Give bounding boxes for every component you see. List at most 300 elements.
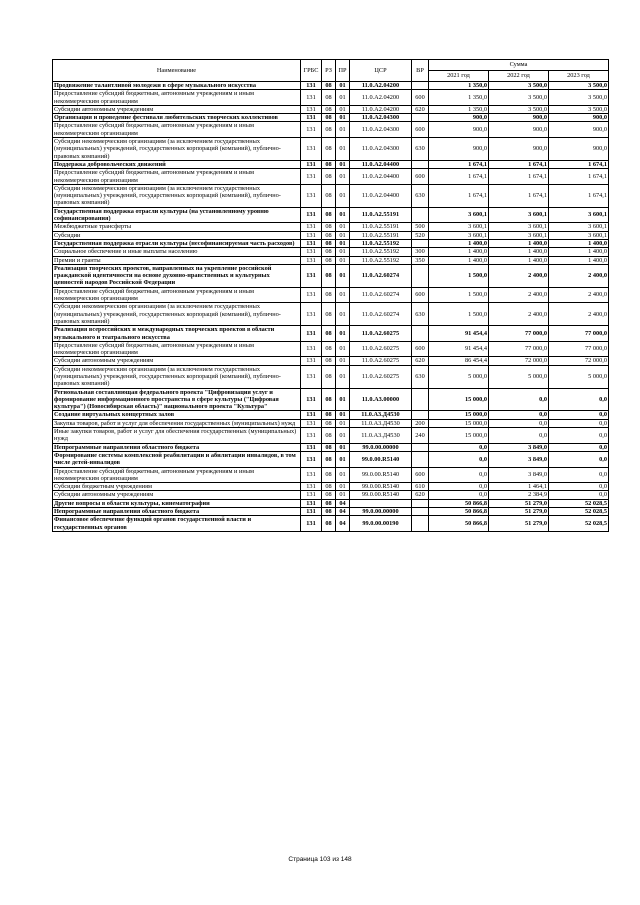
cell-grbs: 131 — [301, 287, 322, 303]
table-header — [53, 60, 609, 82]
cell-csr: 99.0.00.00000 — [350, 443, 412, 451]
cell-grbs: 131 — [301, 491, 322, 499]
cell-csr: 11.0.А2.60275 — [350, 357, 412, 365]
cell-2021: 900,0 — [429, 138, 489, 161]
cell-2021: 1 350,0 — [429, 105, 489, 113]
cell-csr: 99.0.00.00190 — [350, 516, 412, 532]
table-row — [53, 138, 609, 161]
cell-2022: 5 000,0 — [489, 365, 549, 388]
cell-2023: 2 400,0 — [549, 303, 609, 326]
table-row — [53, 184, 609, 207]
cell-2021: 15 000,0 — [429, 419, 489, 427]
cell-pr: 01 — [336, 114, 350, 122]
cell-rz: 08 — [322, 169, 336, 185]
cell-2023: 52 028,5 — [549, 516, 609, 532]
cell-2021: 1 350,0 — [429, 90, 489, 106]
cell-pr: 04 — [336, 499, 350, 507]
cell-grbs: 131 — [301, 326, 322, 342]
cell-name: Субсидии некоммерческим организациям (за исключением государственных (муниципальных) учреждений, государственных корпораций (компаний), публично-правовых компаний) — [53, 303, 301, 326]
table-row — [53, 90, 609, 106]
cell-2021: 91 454,4 — [429, 341, 489, 357]
cell-grbs: 131 — [301, 411, 322, 419]
cell-name: Региональная составляющая федерального проекта "Цифровизация услуг и формирование информационного пространства в сфере культуры ("Цифровая культура") (Новосибирская область)" национального проекта "Культура" — [53, 388, 301, 411]
table-body — [53, 82, 609, 532]
cell-pr: 01 — [336, 467, 350, 483]
cell-csr: 99.0.00.00000 — [350, 508, 412, 516]
cell-name: Предоставление субсидий бюджетным, автономным учреждениям и иным некоммерческим организациям — [53, 169, 301, 185]
cell-2021: 15 000,0 — [429, 411, 489, 419]
cell-2021: 0,0 — [429, 443, 489, 451]
cell-grbs: 131 — [301, 264, 322, 287]
cell-pr: 01 — [336, 341, 350, 357]
table-row — [53, 82, 609, 90]
cell-csr: 99.0.00.R5140 — [350, 451, 412, 467]
cell-grbs: 131 — [301, 114, 322, 122]
cell-rz: 08 — [322, 483, 336, 491]
cell-2022: 3 849,0 — [489, 451, 549, 467]
cell-csr: 11.0.А2.04200 — [350, 82, 412, 90]
cell-name: Предоставление субсидий бюджетным, автономным учреждениям и иным некоммерческим организациям — [53, 467, 301, 483]
cell-vr: 620 — [412, 105, 429, 113]
cell-2021: 1 400,0 — [429, 248, 489, 256]
cell-grbs: 131 — [301, 428, 322, 444]
cell-rz: 08 — [322, 341, 336, 357]
cell-name: Субсидии бюджетным учреждениям — [53, 483, 301, 491]
cell-grbs: 131 — [301, 184, 322, 207]
cell-name: Субсидии автономным учреждениям — [53, 105, 301, 113]
cell-grbs: 131 — [301, 160, 322, 168]
cell-pr: 01 — [336, 443, 350, 451]
cell-2022: 0,0 — [489, 388, 549, 411]
cell-rz: 08 — [322, 239, 336, 247]
cell-csr: 11.0.А2.60274 — [350, 303, 412, 326]
cell-pr: 01 — [336, 207, 350, 223]
cell-csr: 99.0.00.R5140 — [350, 491, 412, 499]
cell-2023: 5 000,0 — [549, 365, 609, 388]
cell-grbs: 131 — [301, 443, 322, 451]
cell-name: Субсидии некоммерческим организациям (за исключением государственных (муниципальных) учреждений, государственных корпораций (компаний), публично-правовых компаний) — [53, 365, 301, 388]
cell-vr: 600 — [412, 341, 429, 357]
cell-vr: 630 — [412, 303, 429, 326]
col-2021-header: 2021 год — [429, 71, 489, 82]
cell-grbs: 131 — [301, 231, 322, 239]
cell-2023: 0,0 — [549, 443, 609, 451]
cell-vr — [412, 160, 429, 168]
cell-pr: 01 — [336, 122, 350, 138]
cell-csr: 11.0.А3.Д4530 — [350, 428, 412, 444]
cell-csr: 99.0.00.R5140 — [350, 467, 412, 483]
cell-csr: 11.0.А2.04200 — [350, 105, 412, 113]
cell-2023: 52 028,5 — [549, 499, 609, 507]
cell-vr — [412, 508, 429, 516]
cell-name: Поддержка добровольческих движений — [53, 160, 301, 168]
cell-2023: 3 600,1 — [549, 207, 609, 223]
cell-name: Социальное обеспечение и иные выплаты населению — [53, 248, 301, 256]
cell-vr — [412, 411, 429, 419]
cell-name: Непрограммные направления областного бюджета — [53, 508, 301, 516]
cell-2022: 3 849,0 — [489, 443, 549, 451]
cell-csr: 11.0.А2.55192 — [350, 248, 412, 256]
table-row — [53, 287, 609, 303]
col-2023-header: 2023 год — [549, 71, 609, 82]
cell-csr: 11.0.А2.04400 — [350, 184, 412, 207]
cell-pr: 01 — [336, 326, 350, 342]
cell-pr: 01 — [336, 160, 350, 168]
cell-2021: 50 866,8 — [429, 499, 489, 507]
cell-grbs: 131 — [301, 499, 322, 507]
cell-2021: 15 000,0 — [429, 388, 489, 411]
page-footer: Страница 103 из 148 — [288, 856, 352, 863]
cell-rz: 08 — [322, 184, 336, 207]
cell-rz: 08 — [322, 428, 336, 444]
cell-csr: 11.0.А2.60275 — [350, 326, 412, 342]
cell-vr: 620 — [412, 357, 429, 365]
cell-grbs: 131 — [301, 508, 322, 516]
cell-name: Предоставление субсидий бюджетным, автономным учреждениям и иным некоммерческим организациям — [53, 287, 301, 303]
cell-csr: 11.0.А3.Д4530 — [350, 411, 412, 419]
cell-vr — [412, 82, 429, 90]
cell-2022: 1 400,0 — [489, 239, 549, 247]
cell-name: Иные закупки товаров, работ и услуг для обеспечения государственных (муниципальных) нужд — [53, 428, 301, 444]
table-row — [53, 451, 609, 467]
cell-rz: 08 — [322, 491, 336, 499]
cell-2022: 3 849,0 — [489, 467, 549, 483]
cell-name: Предоставление субсидий бюджетным, автономным учреждениям и иным некоммерческим организациям — [53, 90, 301, 106]
cell-csr: 11.0.А2.04200 — [350, 90, 412, 106]
cell-2021: 1 674,1 — [429, 169, 489, 185]
cell-2022: 1 674,1 — [489, 184, 549, 207]
cell-2023: 77 000,0 — [549, 341, 609, 357]
budget-table — [52, 59, 609, 532]
cell-2021: 3 600,1 — [429, 231, 489, 239]
cell-2023: 72 000,0 — [549, 357, 609, 365]
cell-2022: 51 279,0 — [489, 508, 549, 516]
cell-rz: 08 — [322, 231, 336, 239]
cell-pr: 01 — [336, 483, 350, 491]
cell-rz: 08 — [322, 264, 336, 287]
cell-pr: 01 — [336, 256, 350, 264]
cell-pr: 01 — [336, 388, 350, 411]
cell-2021: 1 400,0 — [429, 239, 489, 247]
cell-name: Непрограммные направления областного бюджета — [53, 443, 301, 451]
cell-rz: 08 — [322, 326, 336, 342]
cell-rz: 08 — [322, 499, 336, 507]
cell-2023: 77 000,0 — [549, 326, 609, 342]
cell-csr: 11.0.А2.60274 — [350, 287, 412, 303]
cell-rz: 08 — [322, 516, 336, 532]
cell-csr: 11.0.А2.55191 — [350, 223, 412, 231]
cell-grbs: 131 — [301, 248, 322, 256]
cell-2023: 52 028,5 — [549, 508, 609, 516]
cell-2022: 900,0 — [489, 122, 549, 138]
cell-vr: 600 — [412, 287, 429, 303]
cell-grbs: 131 — [301, 223, 322, 231]
cell-vr — [412, 239, 429, 247]
cell-2023: 900,0 — [549, 122, 609, 138]
cell-grbs: 131 — [301, 207, 322, 223]
cell-2022: 900,0 — [489, 114, 549, 122]
cell-2021: 3 600,1 — [429, 207, 489, 223]
cell-rz: 08 — [322, 388, 336, 411]
cell-2023: 0,0 — [549, 483, 609, 491]
cell-2021: 0,0 — [429, 483, 489, 491]
cell-vr: 630 — [412, 365, 429, 388]
cell-2021: 1 500,0 — [429, 303, 489, 326]
col-grbs-header: ГРБС — [301, 60, 322, 82]
cell-grbs: 131 — [301, 303, 322, 326]
cell-2021: 15 000,0 — [429, 428, 489, 444]
cell-rz: 08 — [322, 443, 336, 451]
table-row — [53, 105, 609, 113]
cell-2022: 2 384,9 — [489, 491, 549, 499]
cell-rz: 08 — [322, 451, 336, 467]
cell-2023: 3 500,0 — [549, 105, 609, 113]
cell-pr: 01 — [336, 105, 350, 113]
cell-2022: 0,0 — [489, 411, 549, 419]
table-row — [53, 419, 609, 427]
cell-2021: 900,0 — [429, 114, 489, 122]
table-row — [53, 239, 609, 247]
cell-vr: 200 — [412, 419, 429, 427]
cell-vr — [412, 207, 429, 223]
cell-vr: 620 — [412, 491, 429, 499]
cell-name: Формирование системы комплексной реабилитации и абилитации инвалидов, в том числе детей-инвалидов — [53, 451, 301, 467]
cell-csr: 11.0.А2.55192 — [350, 239, 412, 247]
cell-2022: 51 279,0 — [489, 516, 549, 532]
cell-vr: 610 — [412, 483, 429, 491]
cell-2021: 50 866,8 — [429, 508, 489, 516]
table-row — [53, 114, 609, 122]
cell-csr: 11.0.А2.55192 — [350, 256, 412, 264]
cell-2023: 1 674,1 — [549, 169, 609, 185]
col-pr-header: ПР — [336, 60, 350, 82]
cell-rz: 08 — [322, 207, 336, 223]
cell-pr: 04 — [336, 508, 350, 516]
cell-pr: 01 — [336, 491, 350, 499]
cell-2021: 1 674,1 — [429, 184, 489, 207]
cell-csr — [350, 499, 412, 507]
cell-pr: 01 — [336, 287, 350, 303]
cell-2021: 1 674,1 — [429, 160, 489, 168]
cell-2022: 0,0 — [489, 428, 549, 444]
cell-2022: 1 400,0 — [489, 248, 549, 256]
cell-csr: 11.0.А2.04300 — [350, 114, 412, 122]
cell-grbs: 131 — [301, 105, 322, 113]
col-name-header: Наименование — [53, 60, 301, 82]
cell-2023: 1 400,0 — [549, 248, 609, 256]
cell-2021: 1 400,0 — [429, 256, 489, 264]
table-row — [53, 207, 609, 223]
cell-2023: 900,0 — [549, 114, 609, 122]
cell-grbs: 131 — [301, 239, 322, 247]
cell-rz: 08 — [322, 114, 336, 122]
cell-csr: 99.0.00.R5140 — [350, 483, 412, 491]
col-2022-header: 2022 год — [489, 71, 549, 82]
cell-vr: 630 — [412, 138, 429, 161]
cell-2022: 3 600,1 — [489, 231, 549, 239]
table-row — [53, 122, 609, 138]
cell-vr — [412, 451, 429, 467]
table-row — [53, 428, 609, 444]
cell-2021: 1 500,0 — [429, 287, 489, 303]
cell-pr: 01 — [336, 239, 350, 247]
cell-grbs: 131 — [301, 365, 322, 388]
cell-name: Субсидии некоммерческим организациям (за исключением государственных (муниципальных) учреждений, государственных корпораций (компаний), публично-правовых компаний) — [53, 184, 301, 207]
cell-rz: 08 — [322, 467, 336, 483]
cell-grbs: 131 — [301, 122, 322, 138]
cell-vr — [412, 499, 429, 507]
cell-2022: 1 674,1 — [489, 169, 549, 185]
cell-name: Субсидии автономным учреждениям — [53, 357, 301, 365]
cell-rz: 08 — [322, 122, 336, 138]
cell-2023: 1 674,1 — [549, 184, 609, 207]
cell-vr: 300 — [412, 248, 429, 256]
cell-2022: 3 500,0 — [489, 105, 549, 113]
cell-csr: 11.0.А2.60275 — [350, 341, 412, 357]
table-row — [53, 303, 609, 326]
cell-2023: 0,0 — [549, 467, 609, 483]
table-row — [53, 341, 609, 357]
cell-vr: 600 — [412, 169, 429, 185]
cell-2023: 2 400,0 — [549, 287, 609, 303]
cell-name: Межбюджетные трансферты — [53, 223, 301, 231]
cell-2023: 1 674,1 — [549, 160, 609, 168]
cell-rz: 08 — [322, 223, 336, 231]
table-row — [53, 326, 609, 342]
cell-rz: 08 — [322, 287, 336, 303]
cell-name: Субсидии автономным учреждениям — [53, 491, 301, 499]
cell-vr: 500 — [412, 223, 429, 231]
table-row — [53, 508, 609, 516]
table-row — [53, 491, 609, 499]
cell-2022: 1 400,0 — [489, 256, 549, 264]
cell-2023: 3 500,0 — [549, 90, 609, 106]
cell-rz: 08 — [322, 138, 336, 161]
cell-2022: 900,0 — [489, 138, 549, 161]
cell-2022: 3 600,1 — [489, 207, 549, 223]
table-row — [53, 223, 609, 231]
cell-2023: 3 500,0 — [549, 82, 609, 90]
cell-2023: 0,0 — [549, 491, 609, 499]
cell-2022: 77 000,0 — [489, 341, 549, 357]
cell-csr: 11.0.А2.60274 — [350, 264, 412, 287]
cell-grbs: 131 — [301, 341, 322, 357]
cell-2022: 3 600,1 — [489, 223, 549, 231]
cell-rz: 08 — [322, 105, 336, 113]
cell-csr: 11.0.А2.60275 — [350, 365, 412, 388]
cell-csr: 11.0.А2.04300 — [350, 122, 412, 138]
table-row — [53, 467, 609, 483]
cell-2021: 1 500,0 — [429, 264, 489, 287]
cell-vr — [412, 443, 429, 451]
cell-rz: 08 — [322, 411, 336, 419]
cell-grbs: 131 — [301, 483, 322, 491]
cell-2021: 0,0 — [429, 451, 489, 467]
cell-2022: 1 464,1 — [489, 483, 549, 491]
cell-name: Субсидии — [53, 231, 301, 239]
cell-grbs: 131 — [301, 467, 322, 483]
cell-pr: 01 — [336, 419, 350, 427]
cell-rz: 08 — [322, 82, 336, 90]
cell-name: Организация и проведение фестиваля любительских творческих коллективов — [53, 114, 301, 122]
table-row — [53, 264, 609, 287]
cell-pr: 01 — [336, 303, 350, 326]
cell-name: Создание виртуальных концертных залов — [53, 411, 301, 419]
cell-csr: 11.0.А3.Д4530 — [350, 419, 412, 427]
cell-name: Финансовое обеспечение функций органов государственной власти и государственных органов — [53, 516, 301, 532]
cell-pr: 01 — [336, 365, 350, 388]
cell-2021: 50 866,8 — [429, 516, 489, 532]
cell-grbs: 131 — [301, 256, 322, 264]
cell-2022: 3 500,0 — [489, 82, 549, 90]
cell-2021: 0,0 — [429, 467, 489, 483]
cell-name: Премии и гранты — [53, 256, 301, 264]
cell-vr: 350 — [412, 256, 429, 264]
cell-2023: 900,0 — [549, 138, 609, 161]
cell-2023: 0,0 — [549, 411, 609, 419]
cell-csr: 11.0.А2.04300 — [350, 138, 412, 161]
cell-pr: 01 — [336, 357, 350, 365]
cell-2021: 3 600,1 — [429, 223, 489, 231]
cell-pr: 01 — [336, 223, 350, 231]
cell-vr — [412, 516, 429, 532]
cell-grbs: 131 — [301, 357, 322, 365]
table-row — [53, 248, 609, 256]
cell-2022: 72 000,0 — [489, 357, 549, 365]
cell-grbs: 131 — [301, 388, 322, 411]
cell-pr: 01 — [336, 82, 350, 90]
cell-grbs: 131 — [301, 82, 322, 90]
cell-2023: 0,0 — [549, 451, 609, 467]
cell-pr: 01 — [336, 169, 350, 185]
cell-2023: 1 400,0 — [549, 239, 609, 247]
cell-name: Государственная поддержка отрасли культуры (несофинансируемая часть расходов) — [53, 239, 301, 247]
cell-name: Реализация всероссийских и международных творческих проектов в области музыкального и театрального искусства — [53, 326, 301, 342]
cell-pr: 01 — [336, 184, 350, 207]
cell-name: Продвижение талантливой молодежи в сфере музыкального искусства — [53, 82, 301, 90]
cell-pr: 04 — [336, 516, 350, 532]
cell-pr: 01 — [336, 231, 350, 239]
cell-csr: 11.0.А3.00000 — [350, 388, 412, 411]
cell-grbs: 131 — [301, 169, 322, 185]
cell-vr — [412, 114, 429, 122]
table-row — [53, 443, 609, 451]
cell-pr: 01 — [336, 248, 350, 256]
cell-2023: 3 600,1 — [549, 223, 609, 231]
cell-vr: 630 — [412, 184, 429, 207]
cell-vr: 600 — [412, 122, 429, 138]
cell-grbs: 131 — [301, 516, 322, 532]
cell-vr — [412, 388, 429, 411]
cell-name: Реализация творческих проектов, направленных на укрепление российской гражданской идентичности на основе духовно-нравственных и культурных ценностей народов Российской Федерации — [53, 264, 301, 287]
cell-rz: 08 — [322, 256, 336, 264]
table-row — [53, 231, 609, 239]
cell-vr: 520 — [412, 231, 429, 239]
cell-2021: 900,0 — [429, 122, 489, 138]
cell-2023: 1 400,0 — [549, 256, 609, 264]
cell-2022: 2 400,0 — [489, 287, 549, 303]
cell-rz: 08 — [322, 248, 336, 256]
cell-vr: 600 — [412, 467, 429, 483]
cell-pr: 01 — [336, 411, 350, 419]
cell-2021: 0,0 — [429, 491, 489, 499]
cell-2022: 2 400,0 — [489, 303, 549, 326]
cell-2021: 91 454,4 — [429, 326, 489, 342]
cell-2023: 0,0 — [549, 428, 609, 444]
cell-2022: 77 000,0 — [489, 326, 549, 342]
cell-vr — [412, 326, 429, 342]
cell-rz: 08 — [322, 90, 336, 106]
